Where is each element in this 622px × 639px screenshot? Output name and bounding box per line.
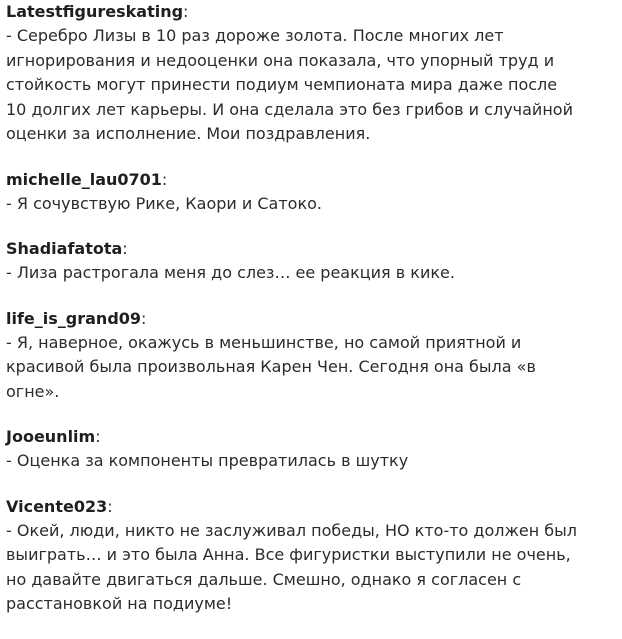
- author-separator: :: [107, 496, 113, 516]
- username: life_is_grand09: [6, 308, 142, 328]
- comment-item: [6, 307, 622, 405]
- author-separator: :: [122, 239, 128, 258]
- comment-author: [6, 495, 622, 519]
- author-separator: :: [95, 427, 101, 446]
- username: Latestfigureskating: [6, 2, 184, 21]
- comment-author: [6, 168, 622, 192]
- comment-item: [6, 495, 622, 617]
- comment-text: - Я сочувствую Рике, Каори и Сатоко.: [6, 193, 322, 213]
- username: Shadiafatota: [6, 239, 123, 258]
- username: Vicente023: [6, 496, 108, 516]
- comment-text: - Я, наверное, окажусь в меньшинстве, но самой приятной и красивой была произвольная Карен Чен. Сегодня она была «в огне».: [6, 332, 536, 401]
- comment-item: [6, 425, 622, 474]
- comment-text: - Оценка за компоненты превратилась в шутку: [6, 451, 409, 470]
- username: Jooeunlim: [6, 427, 96, 446]
- comment-text: - Окей, люди, никто не заслуживал победы, НО кто-то должен был выиграть… и это была Анна. Все фигуристки выступили не очень, но давайте двигаться дальше. Смешно, однако я согласен с расстановкой на подиуме!: [6, 520, 578, 613]
- author-separator: :: [141, 308, 147, 328]
- comment-text: - Серебро Лизы в 10 раз дороже золота. После многих лет игнорирования и недооценки она показала, что упорный труд и стойкость могут принести подиум чемпионата мира даже после 10 долгих лет карьеры. И она сделала это без грибов и случайной оценки за исполнение. Мои поздравления.: [6, 26, 573, 143]
- author-separator: :: [183, 2, 189, 21]
- username: michelle_lau0701: [6, 169, 162, 189]
- comment-author: [6, 0, 622, 24]
- comment-item: [6, 0, 622, 147]
- comment-author: [6, 307, 622, 331]
- comment-author: [6, 425, 622, 449]
- comment-item: [6, 237, 622, 286]
- comment-text: - Лиза растрогала меня до слез… ее реакция в кике.: [6, 263, 455, 282]
- author-separator: :: [161, 169, 168, 189]
- comment-item: [6, 168, 622, 217]
- comment-author: [6, 237, 622, 261]
